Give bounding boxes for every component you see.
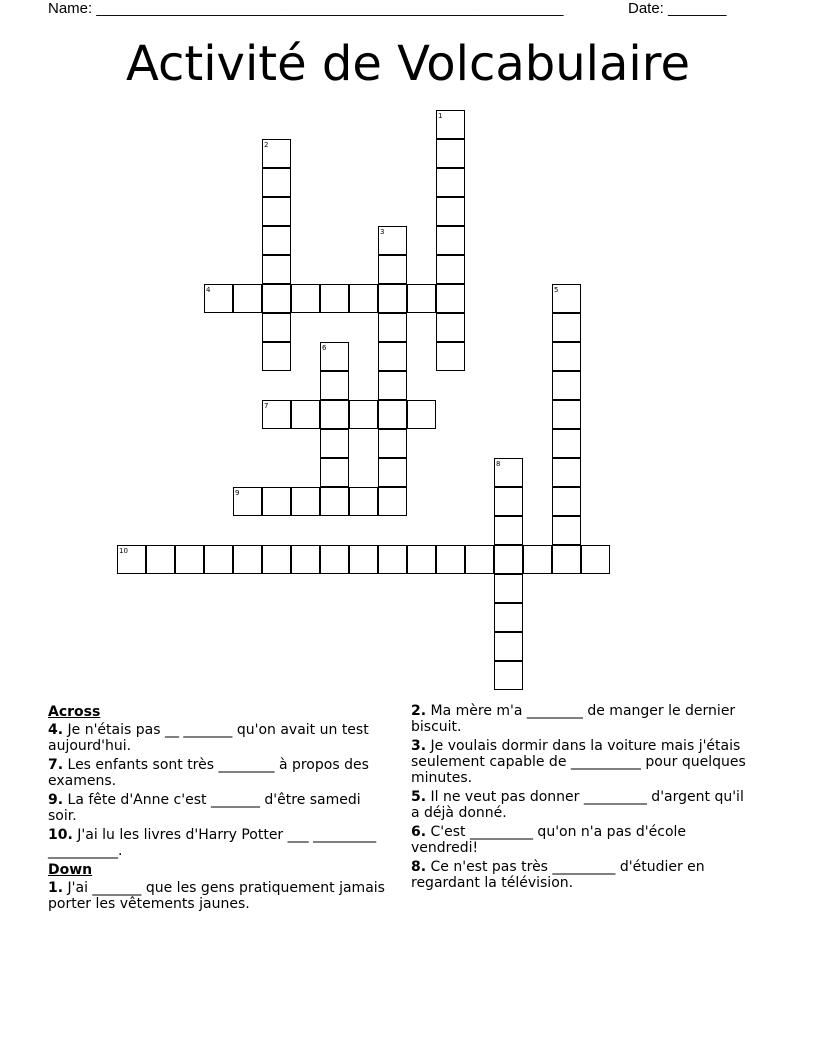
clue-text: Je voulais dormir dans la voiture mais j'étais seulement capable de __________ pour quelques minutes. <box>411 738 746 786</box>
clue-down-5 <box>411 789 756 821</box>
crossword-cell[interactable] <box>552 429 581 458</box>
crossword-cell[interactable] <box>233 487 262 516</box>
clue-text: C'est _________ qu'on n'a pas d'école vendredi! <box>411 824 687 856</box>
crossword-cell[interactable] <box>349 487 378 516</box>
crossword-cell[interactable] <box>378 371 407 400</box>
clue-number-label: 2 <box>264 141 269 149</box>
crossword-cell[interactable] <box>320 400 349 429</box>
crossword-cell[interactable] <box>581 545 610 574</box>
crossword-cell[interactable] <box>436 284 465 313</box>
crossword-cell[interactable] <box>436 197 465 226</box>
clue-across-10 <box>48 827 388 859</box>
across-heading: Across <box>48 704 101 720</box>
crossword-cell[interactable] <box>494 487 523 516</box>
clue-down-1 <box>48 880 388 912</box>
clue-number-label: 3 <box>380 228 385 236</box>
clue-number: 8. <box>411 859 427 875</box>
clue-down-2 <box>411 703 756 735</box>
clue-number-label: 9 <box>235 489 240 497</box>
crossword-cell[interactable] <box>291 545 320 574</box>
clue-number: 2. <box>411 703 427 719</box>
crossword-cell[interactable] <box>552 342 581 371</box>
crossword-cell[interactable] <box>552 458 581 487</box>
down-heading: Down <box>48 862 93 878</box>
clue-number: 4. <box>48 722 64 738</box>
clue-text: Ma mère m'a ________ de manger le dernier biscuit. <box>411 703 736 735</box>
crossword-cell[interactable] <box>436 255 465 284</box>
clues-right-column <box>411 703 756 894</box>
crossword-cell[interactable] <box>262 139 291 168</box>
crossword-cell[interactable] <box>436 545 465 574</box>
crossword-cell[interactable] <box>320 487 349 516</box>
clue-text: J'ai lu les livres d'Harry Potter ___ _________ __________. <box>48 827 377 859</box>
crossword-cell[interactable] <box>436 313 465 342</box>
clue-text: J'ai _______ que les gens pratiquement jamais porter les vêtements jaunes. <box>48 880 385 912</box>
clue-number-label: 6 <box>322 344 327 352</box>
clue-number-label: 5 <box>554 286 559 294</box>
clue-across-4 <box>48 722 388 754</box>
crossword-cell[interactable] <box>320 458 349 487</box>
crossword-cell[interactable] <box>262 255 291 284</box>
clue-number-label: 4 <box>206 286 211 294</box>
crossword-cell[interactable] <box>552 284 581 313</box>
crossword-cell[interactable] <box>378 458 407 487</box>
crossword-cell[interactable] <box>262 400 291 429</box>
clue-text: La fête d'Anne c'est _______ d'être samedi soir. <box>48 792 361 824</box>
clue-across-9 <box>48 792 388 824</box>
crossword-cell[interactable] <box>494 632 523 661</box>
clue-text: Je n'étais pas __ _______ qu'on avait un test aujourd'hui. <box>48 722 369 754</box>
crossword-cell[interactable] <box>320 371 349 400</box>
crossword-cell[interactable] <box>378 284 407 313</box>
crossword-cell[interactable] <box>494 574 523 603</box>
crossword-cell[interactable] <box>262 487 291 516</box>
crossword-cell[interactable] <box>407 545 436 574</box>
crossword-cell[interactable] <box>552 400 581 429</box>
crossword-cell[interactable] <box>349 400 378 429</box>
crossword-cell[interactable] <box>349 284 378 313</box>
crossword-cell[interactable] <box>291 284 320 313</box>
crossword-cell[interactable] <box>291 487 320 516</box>
crossword-cell[interactable] <box>494 603 523 632</box>
clue-text: Les enfants sont très ________ à propos des examens. <box>48 757 369 789</box>
crossword-cell[interactable] <box>291 400 320 429</box>
crossword-cell[interactable] <box>262 313 291 342</box>
crossword-cell[interactable] <box>378 429 407 458</box>
clue-number-label: 8 <box>496 460 501 468</box>
crossword-cell[interactable] <box>552 545 581 574</box>
clues-left-column <box>48 703 388 915</box>
crossword-cell[interactable] <box>494 516 523 545</box>
name-field-label[interactable]: Name: ________________________________________________________ <box>48 0 564 17</box>
clue-text: Il ne veut pas donner _________ d'argent qu'il a déjà donné. <box>411 789 744 821</box>
crossword-cell[interactable] <box>146 545 175 574</box>
crossword-cell[interactable] <box>233 284 262 313</box>
clue-across-7 <box>48 757 388 789</box>
crossword-cell[interactable] <box>349 545 378 574</box>
crossword-cell[interactable] <box>262 168 291 197</box>
crossword-cell[interactable] <box>378 487 407 516</box>
clue-number: 3. <box>411 738 427 754</box>
crossword-cell[interactable] <box>378 342 407 371</box>
crossword-cell[interactable] <box>436 139 465 168</box>
crossword-cell[interactable] <box>436 226 465 255</box>
crossword-cell[interactable] <box>552 313 581 342</box>
clue-down-6 <box>411 824 756 856</box>
clue-number: 5. <box>411 789 427 805</box>
clue-number-label: 1 <box>438 112 443 120</box>
crossword-cell[interactable] <box>378 255 407 284</box>
crossword-cell[interactable] <box>320 429 349 458</box>
crossword-cell[interactable] <box>436 342 465 371</box>
clue-number: 10. <box>48 827 73 843</box>
crossword-cell[interactable] <box>262 284 291 313</box>
clue-number-label: 10 <box>119 547 128 555</box>
crossword-cell[interactable] <box>407 400 436 429</box>
crossword-cell[interactable] <box>233 545 262 574</box>
clue-number: 7. <box>48 757 64 773</box>
page-title: Activité de Volcabulaire <box>126 36 690 92</box>
clue-text: Ce n'est pas très _________ d'étudier en regardant la télévision. <box>411 859 705 891</box>
crossword-cell[interactable] <box>204 284 233 313</box>
crossword-cell[interactable] <box>378 313 407 342</box>
crossword-cell[interactable] <box>436 110 465 139</box>
crossword-cell[interactable] <box>262 342 291 371</box>
crossword-cell[interactable] <box>378 400 407 429</box>
date-field-label[interactable]: Date: _______ <box>628 0 727 17</box>
crossword-cell[interactable] <box>378 545 407 574</box>
clue-number: 1. <box>48 880 64 896</box>
crossword-cell[interactable] <box>204 545 233 574</box>
crossword-cell[interactable] <box>494 545 523 574</box>
crossword-cell[interactable] <box>320 342 349 371</box>
crossword-cell[interactable] <box>320 284 349 313</box>
clue-number: 6. <box>411 824 427 840</box>
crossword-cell[interactable] <box>436 168 465 197</box>
clue-number-label: 7 <box>264 402 269 410</box>
crossword-cell[interactable] <box>552 516 581 545</box>
crossword-cell[interactable] <box>465 545 494 574</box>
crossword-cell[interactable] <box>494 661 523 690</box>
crossword-cell[interactable] <box>494 458 523 487</box>
crossword-cell[interactable] <box>117 545 146 574</box>
crossword-cell[interactable] <box>407 284 436 313</box>
crossword-cell[interactable] <box>262 545 291 574</box>
crossword-cell[interactable] <box>378 226 407 255</box>
clue-down-3 <box>411 738 756 786</box>
crossword-cell[interactable] <box>175 545 204 574</box>
crossword-cell[interactable] <box>552 371 581 400</box>
crossword-cell[interactable] <box>262 197 291 226</box>
crossword-cell[interactable] <box>552 487 581 516</box>
crossword-cell[interactable] <box>262 226 291 255</box>
clue-number: 9. <box>48 792 64 808</box>
clue-down-8 <box>411 859 756 891</box>
crossword-cell[interactable] <box>320 545 349 574</box>
crossword-cell[interactable] <box>523 545 552 574</box>
